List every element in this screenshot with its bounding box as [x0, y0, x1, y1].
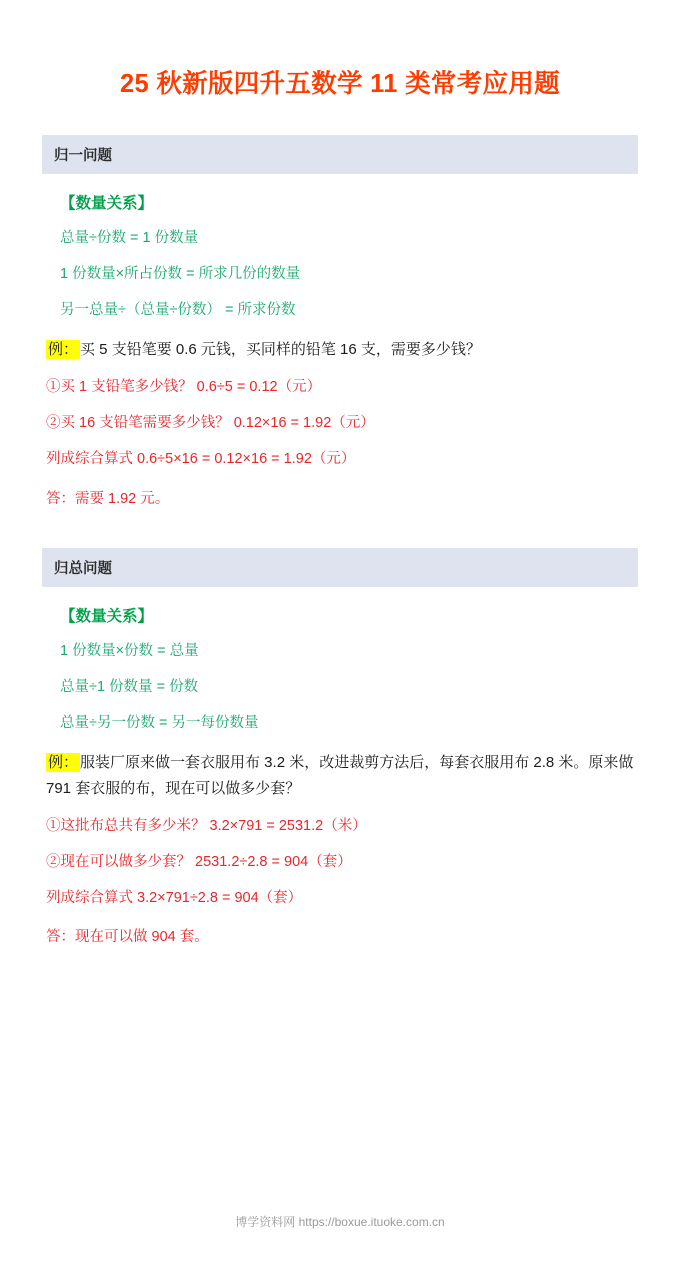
answer-line: 答：需要 1.92 元。 — [46, 490, 170, 507]
relation-title: 【数量关系】 — [60, 195, 154, 213]
relation-title: 【数量关系】 — [60, 607, 154, 625]
relation-line: 1 份数量×所占份数 = 所求几份的数量 — [60, 266, 301, 283]
section-gui-zong — [42, 548, 638, 947]
solution-step: 列成综合算式 0.6÷5×16 = 0.12×16 = 1.92（元） — [46, 450, 356, 467]
section-header: 归总问题 — [42, 548, 638, 587]
solution-step: ①买 1 支铅笔多少钱？ 0.6÷5 = 0.12（元） — [46, 379, 322, 396]
relation-line: 总量÷份数 = 1 份数量 — [60, 230, 199, 247]
relation-line: 总量÷1 份数量 = 份数 — [60, 678, 199, 695]
answer-line: 答：现在可以做 904 套。 — [46, 929, 209, 946]
watermark: 博学资料网 https://boxue.ituoke.com.cn — [235, 1215, 445, 1229]
relation-line: 另一总量÷（总量÷份数） = 所求份数 — [60, 302, 296, 319]
solution-step: 列成综合算式 3.2×791÷2.8 = 904（套） — [46, 889, 303, 906]
example-label: 例： — [48, 753, 79, 771]
example-text: 买 5 支铅笔要 0.6 元钱，买同样的铅笔 16 支，需要多少钱？ — [80, 341, 481, 359]
section-header: 归一问题 — [42, 135, 638, 174]
example-block — [46, 337, 638, 363]
relation-line: 总量÷另一份数 = 另一每份数量 — [60, 714, 259, 731]
section-gui-yi — [42, 135, 638, 508]
solution-step: ②买 16 支铅笔需要多少钱？ 0.12×16 = 1.92（元） — [46, 415, 375, 432]
example-label: 例： — [48, 341, 79, 359]
solution-step: ①这批布总共有多少米？ 3.2×791 = 2531.2（米） — [46, 818, 367, 835]
page-title: 25 秋新版四升五数学 11 类常考应用题 — [120, 70, 560, 98]
relation-line: 1 份数量×份数 = 总量 — [60, 642, 199, 659]
document-page — [0, 68, 680, 946]
solution-step: ②现在可以做多少套？ 2531.2÷2.8 = 904（套） — [46, 853, 352, 870]
example-text: 服装厂原来做一套衣服用布 3.2 米，改进裁剪方法后，每套衣服用布 2.8 米。原来做 791 套衣服的布，现在可以做多少套？ — [46, 753, 634, 797]
example-block — [46, 750, 638, 803]
